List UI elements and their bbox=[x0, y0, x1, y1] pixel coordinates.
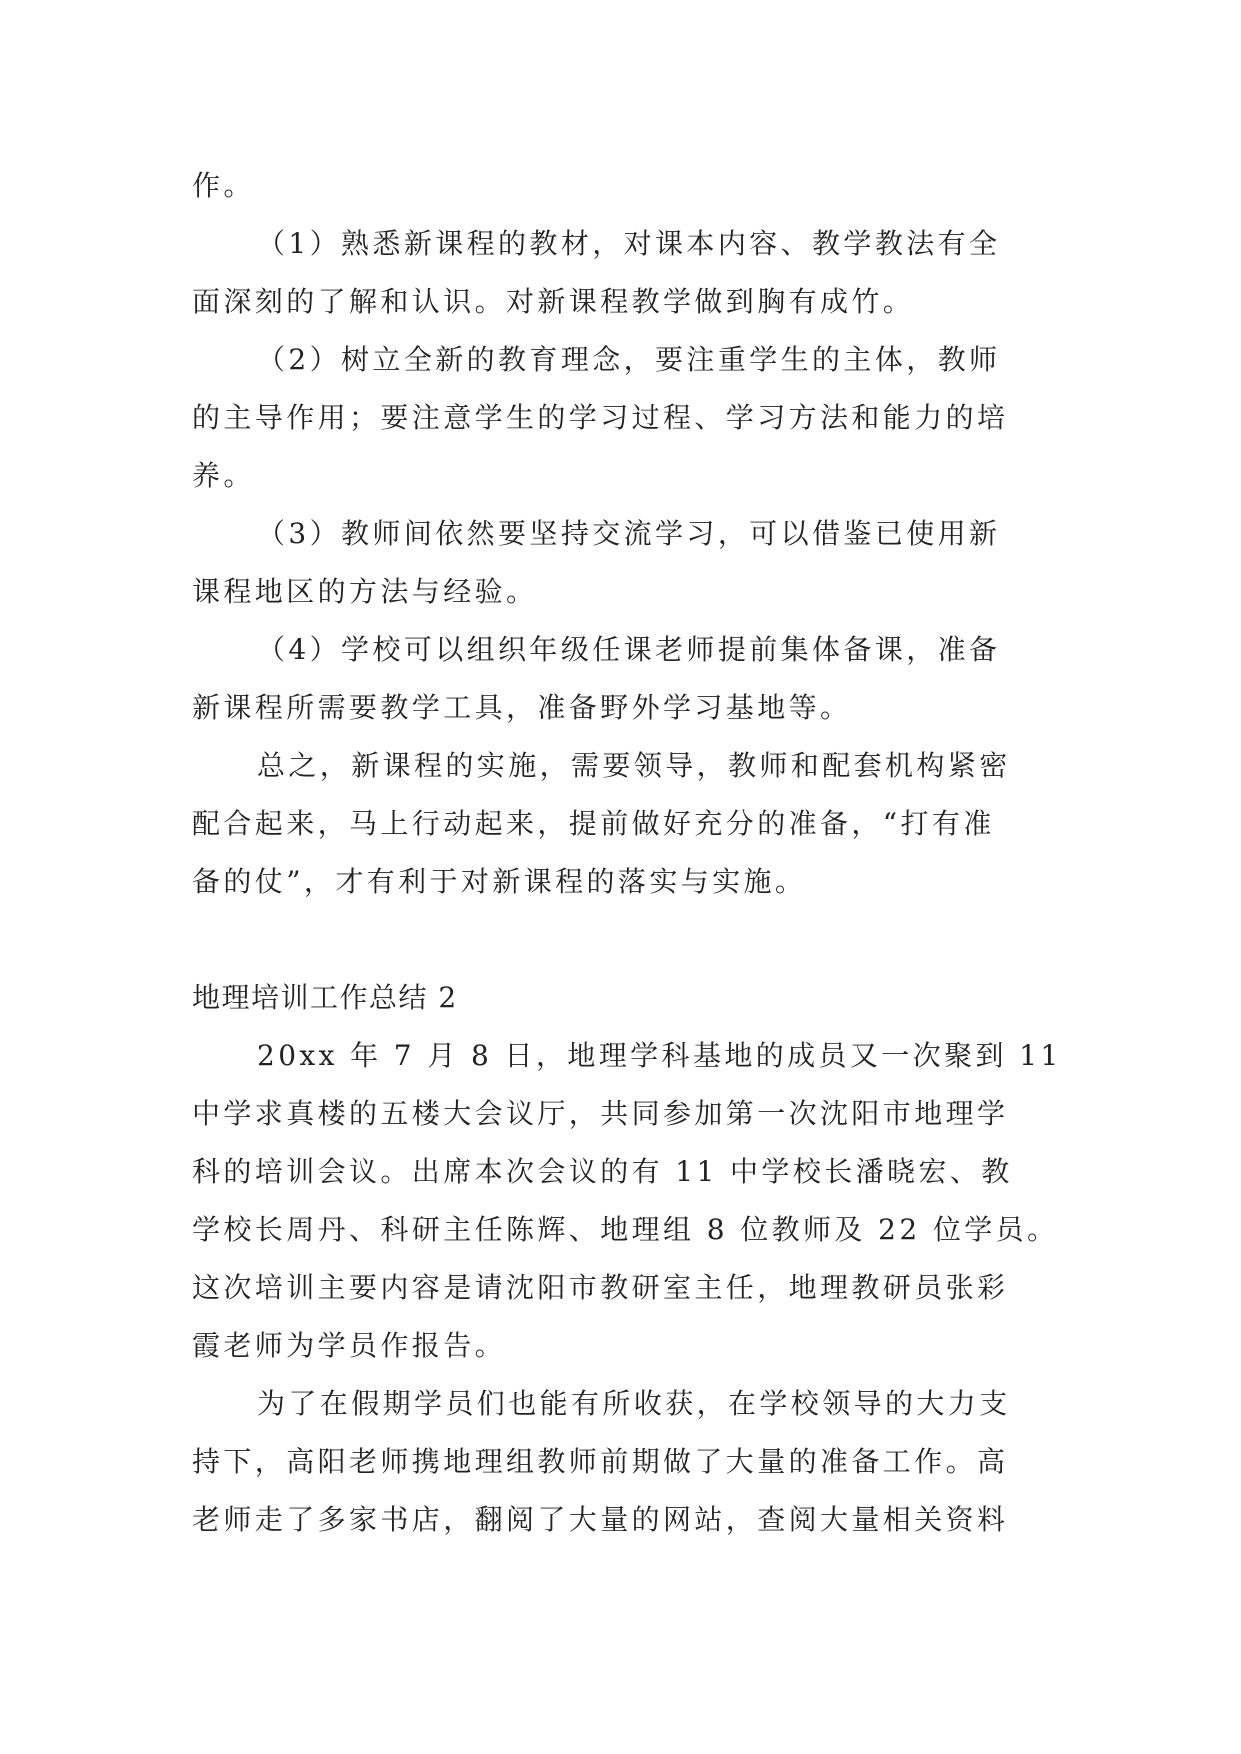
paragraph-line: 学校长周丹、科研主任陈辉、地理组 8 位教师及 22 位学员。 bbox=[192, 1213, 1059, 1246]
paragraph-line: （2）树立全新的教育理念，要注重学生的主体，教师 bbox=[257, 343, 1001, 376]
paragraph-line: （4）学校可以组织年级任课老师提前集体备课，准备 bbox=[257, 633, 1001, 666]
paragraph-line: 养。 bbox=[192, 459, 255, 492]
paragraph-line: 总之，新课程的实施，需要领导，教师和配套机构紧密 bbox=[257, 749, 1011, 782]
paragraph-line: 为了在假期学员们也能有所收获，在学校领导的大力支 bbox=[257, 1387, 1011, 1420]
paragraph-line: 科的培训会议。出席本次会议的有 11 中学校长潘晓宏、教 bbox=[192, 1155, 1013, 1188]
paragraph-line: 新课程所需要教学工具，准备野外学习基地等。 bbox=[192, 691, 852, 724]
paragraph-line: （1）熟悉新课程的教材，对课本内容、教学教法有全 bbox=[257, 227, 1001, 260]
paragraph-line: 配合起来，马上行动起来，提前做好充分的准备，“打有准 bbox=[192, 807, 995, 840]
paragraph-line: 备的仗”，才有利于对新课程的落实与实施。 bbox=[192, 865, 807, 898]
paragraph-line: 霞老师为学员作报告。 bbox=[192, 1329, 507, 1362]
section-title: 地理培训工作总结 2 bbox=[192, 981, 458, 1014]
paragraph-line: 20xx 年 7 月 8 日，地理学科基地的成员又一次聚到 11 bbox=[257, 1039, 1062, 1072]
paragraph-line: 中学求真楼的五楼大会议厅，共同参加第一次沈阳市地理学 bbox=[192, 1097, 1009, 1130]
paragraph-line: （3）教师间依然要坚持交流学习，可以借鉴已使用新 bbox=[257, 517, 1001, 550]
paragraph-line: 这次培训主要内容是请沈阳市教研室主任，地理教研员张彩 bbox=[192, 1271, 1009, 1304]
paragraph-line: 面深刻的了解和认识。对新课程教学做到胸有成竹。 bbox=[192, 285, 915, 318]
paragraph-line: 的主导作用；要注意学生的学习过程、学习方法和能力的培 bbox=[192, 401, 1009, 434]
paragraph-line: 老师走了多家书店，翻阅了大量的网站，查阅大量相关资料 bbox=[192, 1503, 1009, 1536]
paragraph-line: 作。 bbox=[192, 169, 255, 202]
paragraph-line: 课程地区的方法与经验。 bbox=[192, 575, 538, 608]
paragraph-line: 持下，高阳老师携地理组教师前期做了大量的准备工作。高 bbox=[192, 1445, 1009, 1478]
